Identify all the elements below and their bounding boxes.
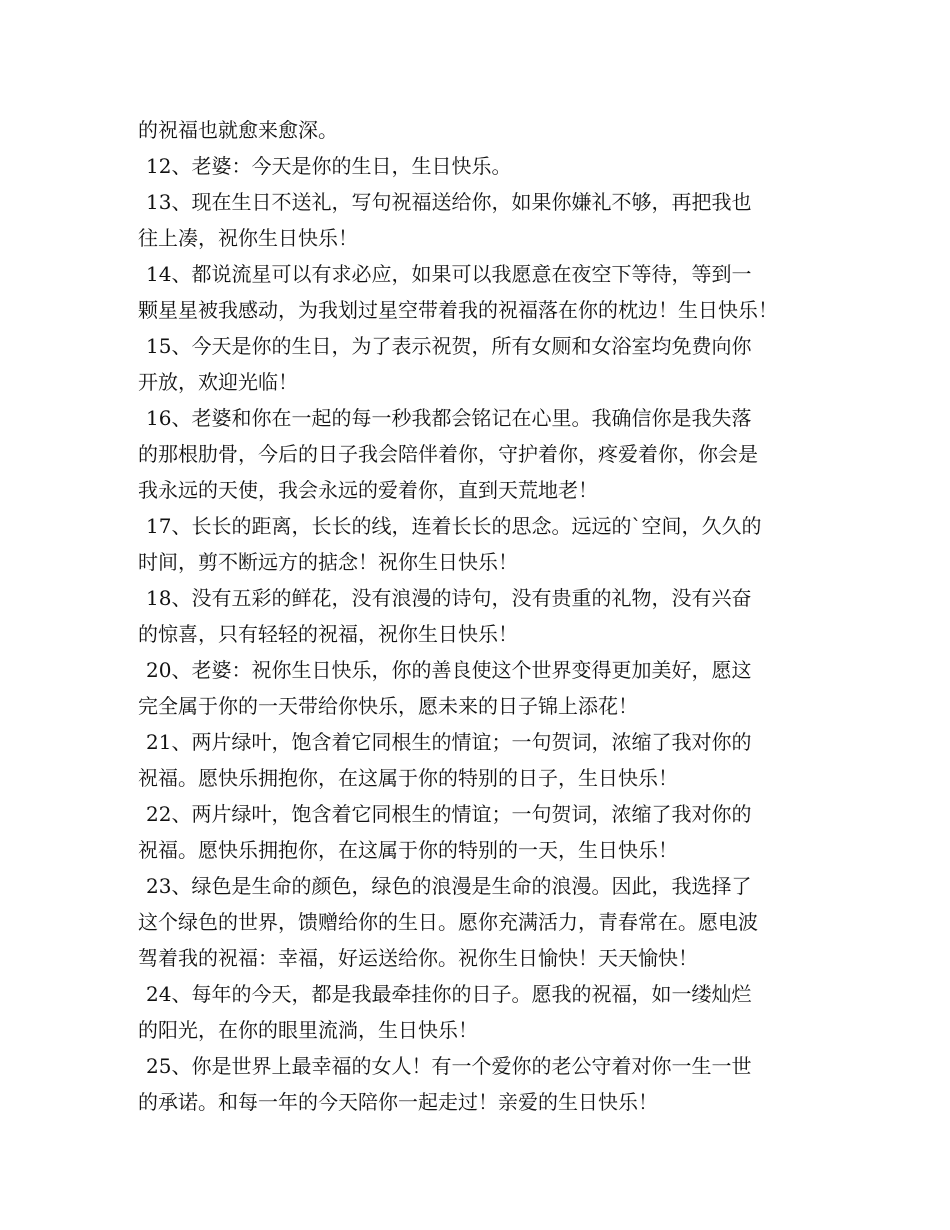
text-line: 22、两片绿叶，饱含着它同根生的情谊；一句贺词，浓缩了我对你的 xyxy=(146,802,752,826)
document-body xyxy=(138,112,818,1120)
text-line: 17、长长的距离，长长的线，连着长长的思念。远远的`空间，久久的 xyxy=(146,514,762,538)
text-line: 颗星星被我感动，为我划过星空带着我的祝福落在你的枕边！生日快乐！ xyxy=(138,298,778,322)
text-line: 16、老婆和你在一起的每一秒我都会铭记在心里。我确信你是我失落 xyxy=(146,406,752,430)
text-line: 完全属于你的一天带给你快乐，愿未来的日子锦上添花！ xyxy=(138,694,638,718)
text-line: 12、老婆：今天是你的生日，生日快乐。 xyxy=(146,154,512,178)
text-line: 的惊喜，只有轻轻的祝福，祝你生日快乐！ xyxy=(138,622,518,646)
text-line: 21、两片绿叶，饱含着它同根生的情谊；一句贺词，浓缩了我对你的 xyxy=(146,730,752,754)
text-line: 的祝福也就愈来愈深。 xyxy=(138,118,338,142)
text-line: 时间，剪不断远方的掂念！祝你生日快乐！ xyxy=(138,550,518,574)
text-line: 20、老婆：祝你生日快乐，你的善良使这个世界变得更加美好，愿这 xyxy=(146,658,752,682)
text-line: 的阳光，在你的眼里流淌，生日快乐！ xyxy=(138,1018,478,1042)
text-line: 祝福。愿快乐拥抱你，在这属于你的特别的日子，生日快乐！ xyxy=(138,766,678,790)
text-line: 的承诺。和每一年的今天陪你一起走过！亲爱的生日快乐！ xyxy=(138,1090,658,1114)
text-line: 祝福。愿快乐拥抱你，在这属于你的特别的一天，生日快乐！ xyxy=(138,838,678,862)
text-line: 开放，欢迎光临！ xyxy=(138,370,298,394)
text-line: 24、每年的今天，都是我最牵挂你的日子。愿我的祝福，如一缕灿烂 xyxy=(146,982,752,1006)
text-line: 这个绿色的世界，馈赠给你的生日。愿你充满活力，青春常在。愿电波 xyxy=(138,910,758,934)
text-line: 23、绿色是生命的颜色，绿色的浪漫是生命的浪漫。因此，我选择了 xyxy=(146,874,752,898)
text-line: 我永远的天使，我会永远的爱着你，直到天荒地老！ xyxy=(138,478,598,502)
text-line: 往上凑，祝你生日快乐！ xyxy=(138,226,358,250)
text-line: 18、没有五彩的鲜花，没有浪漫的诗句，没有贵重的礼物，没有兴奋 xyxy=(146,586,752,610)
text-line: 15、今天是你的生日，为了表示祝贺，所有女厕和女浴室均免费向你 xyxy=(146,334,752,358)
text-line: 驾着我的祝福：幸福，好运送给你。祝你生日愉快！天天愉快！ xyxy=(138,946,698,970)
text-line: 13、现在生日不送礼，写句祝福送给你，如果你嫌礼不够，再把我也 xyxy=(146,190,752,214)
text-line: 14、都说流星可以有求必应，如果可以我愿意在夜空下等待，等到一 xyxy=(146,262,752,286)
text-line: 25、你是世界上最幸福的女人！有一个爱你的老公守着对你一生一世 xyxy=(146,1054,752,1078)
text-line: 的那根肋骨，今后的日子我会陪伴着你，守护着你，疼爱着你，你会是 xyxy=(138,442,758,466)
